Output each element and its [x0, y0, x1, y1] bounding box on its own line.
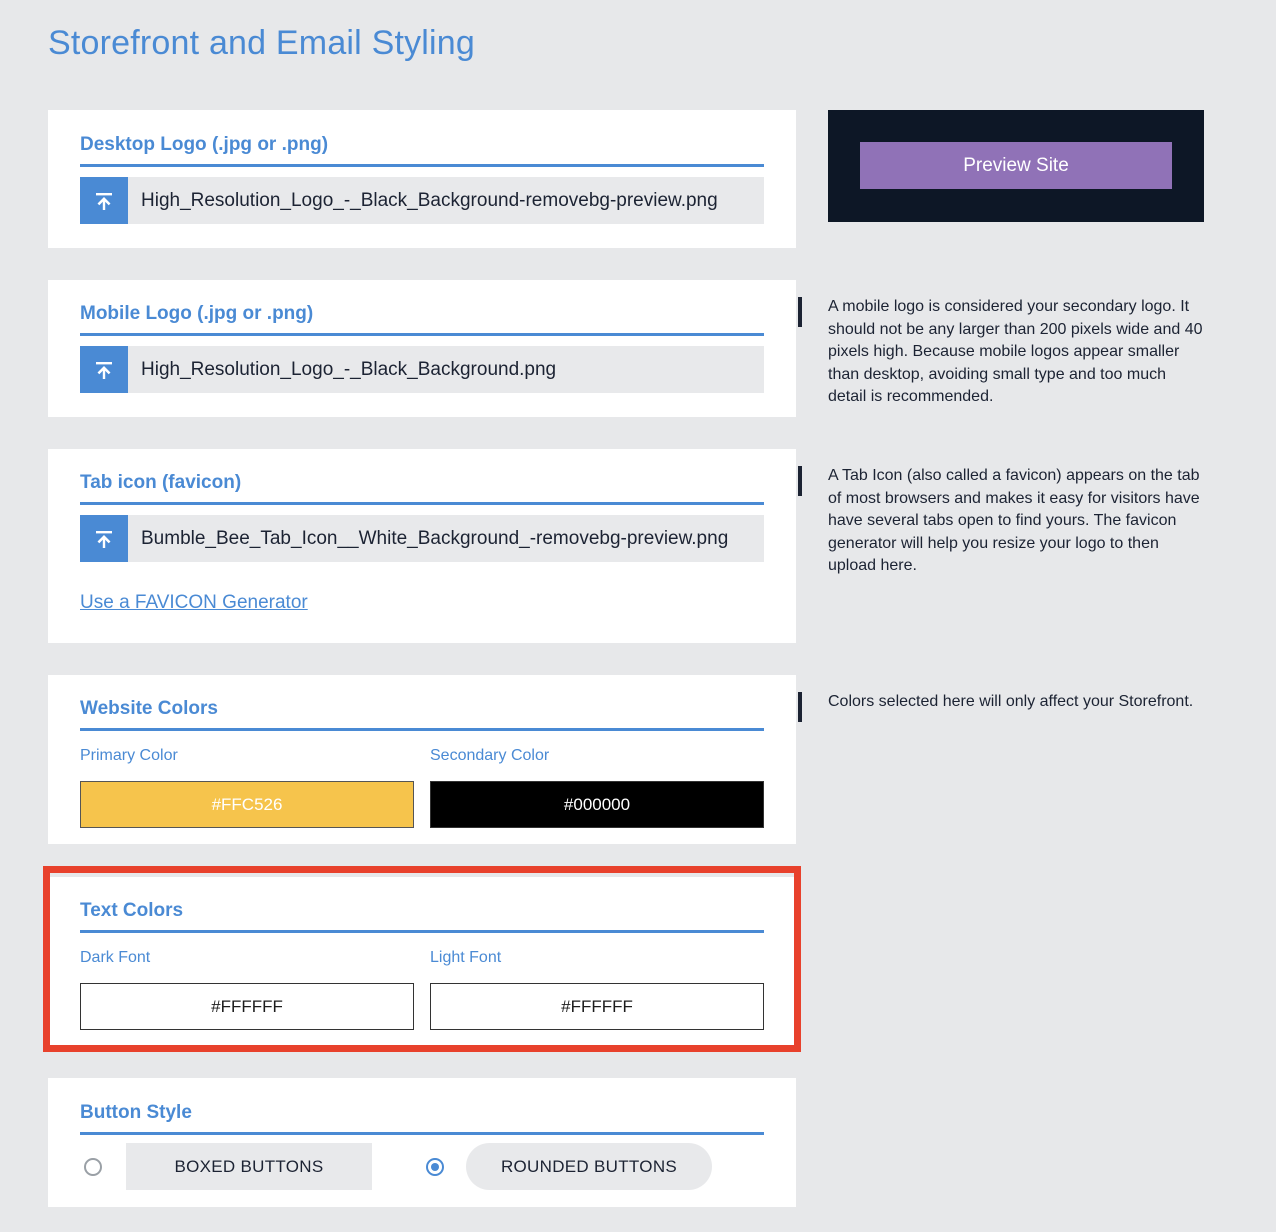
boxed-buttons-option[interactable]: BOXED BUTTONS	[126, 1143, 372, 1190]
text-colors-title: Text Colors	[80, 900, 764, 933]
button-style-options	[80, 1143, 764, 1190]
dark-font-label: Dark Font	[80, 949, 151, 966]
primary-color-label: Primary Color	[80, 747, 178, 764]
mobile-logo-title: Mobile Logo (.jpg or .png)	[80, 303, 764, 336]
desktop-logo-card	[48, 110, 796, 248]
dark-font-field	[80, 949, 414, 1030]
help-divider	[798, 692, 802, 722]
secondary-color-label: Secondary Color	[430, 747, 550, 764]
dark-font-swatch[interactable]: #FFFFFF	[80, 983, 414, 1030]
rounded-buttons-option[interactable]: ROUNDED BUTTONS	[466, 1143, 712, 1190]
light-font-swatch[interactable]: #FFFFFF	[430, 983, 764, 1030]
upload-arrow-icon	[93, 359, 115, 381]
desktop-logo-upload[interactable]	[80, 177, 764, 224]
secondary-color-field	[430, 747, 764, 828]
light-font-field	[430, 949, 764, 1030]
primary-color-field	[80, 747, 414, 828]
help-divider	[798, 297, 802, 327]
tab-icon-title: Tab icon (favicon)	[80, 472, 764, 505]
tab-icon-help	[798, 465, 1208, 578]
desktop-logo-title: Desktop Logo (.jpg or .png)	[80, 134, 764, 167]
upload-arrow-icon	[93, 528, 115, 550]
button-style-card	[48, 1078, 796, 1207]
mobile-logo-filename: High_Resolution_Logo_-_Black_Background.png	[141, 358, 557, 380]
help-divider	[798, 466, 802, 496]
secondary-color-swatch[interactable]: #000000	[430, 781, 764, 828]
boxed-buttons-radio[interactable]	[84, 1158, 102, 1176]
website-colors-help	[798, 691, 1208, 714]
favicon-generator-link[interactable]: Use a FAVICON Generator	[80, 592, 308, 613]
primary-color-swatch[interactable]: #FFC526	[80, 781, 414, 828]
website-colors-card	[48, 675, 796, 844]
page-title: Storefront and Email Styling	[48, 24, 476, 62]
upload-button[interactable]	[80, 346, 128, 393]
upload-arrow-icon	[93, 190, 115, 212]
upload-button[interactable]	[80, 177, 128, 224]
rounded-buttons-radio[interactable]	[426, 1158, 444, 1176]
mobile-logo-help	[798, 296, 1208, 409]
upload-button[interactable]	[80, 515, 128, 562]
text-colors-card	[48, 877, 796, 1045]
button-style-title: Button Style	[80, 1102, 764, 1135]
mobile-logo-card	[48, 280, 796, 417]
website-colors-title: Website Colors	[80, 698, 764, 731]
desktop-logo-filename: High_Resolution_Logo_-_Black_Background-removebg-preview.png	[141, 189, 718, 211]
mobile-logo-upload[interactable]	[80, 346, 764, 393]
tab-icon-card	[48, 449, 796, 643]
mobile-logo-help-text: A mobile logo is considered your secondary logo. It should not be any larger than 200 pixels wide and 40 pixels high. Because mobile logos appear smaller than desktop, avoiding small type and too much detail is recommended.	[828, 298, 1203, 405]
text-colors-row	[80, 949, 764, 1030]
preview-panel	[828, 110, 1204, 222]
tab-icon-help-text: A Tab Icon (also called a favicon) appears on the tab of most browsers and makes it easy for visitors have have several tabs open to find yours. The favicon generator will help you resize your logo to then upload here.	[828, 467, 1200, 574]
website-colors-row	[80, 747, 764, 828]
tab-icon-filename: Bumble_Bee_Tab_Icon__White_Background_-removebg-preview.png	[141, 527, 729, 549]
light-font-label: Light Font	[430, 949, 502, 966]
tab-icon-upload[interactable]	[80, 515, 764, 562]
website-colors-help-text: Colors selected here will only affect your Storefront.	[828, 693, 1194, 710]
preview-site-button[interactable]: Preview Site	[860, 142, 1172, 189]
